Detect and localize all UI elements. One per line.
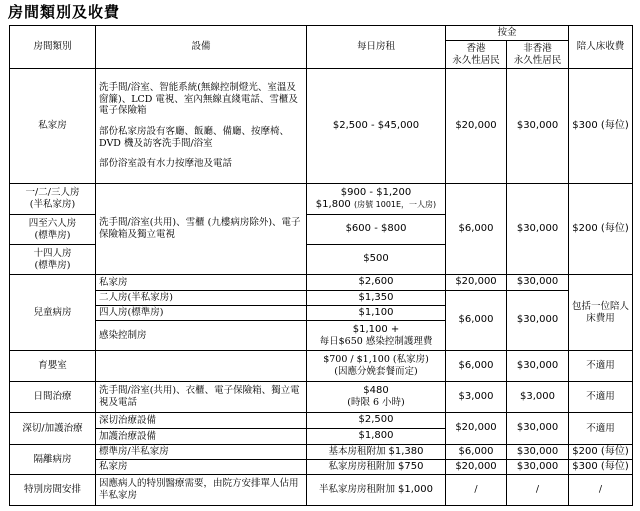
paed-companion: 包括一位陪人床費用 bbox=[569, 275, 633, 351]
semi-private-rate-2: $1,800 bbox=[315, 199, 351, 210]
header-non-hk-line1: 非香港 bbox=[523, 42, 552, 54]
paed-facility-3: 四人房(標準房) bbox=[96, 306, 307, 321]
paed-facility-4: 感染控制房 bbox=[96, 321, 307, 351]
page-title: 房間類別及收費 bbox=[8, 3, 121, 21]
paed-deposit-hk-1: $20,000 bbox=[446, 275, 507, 291]
semi-private-type bbox=[10, 184, 96, 215]
private-deposit-non: $30,000 bbox=[507, 69, 569, 184]
table-row bbox=[10, 275, 633, 291]
header-daily-rate: 每日房租 bbox=[307, 26, 446, 69]
table-row bbox=[10, 382, 633, 413]
paed-rate-4-note: 每日$650 感染控制護理費 bbox=[319, 335, 433, 347]
header-hk-resident bbox=[446, 41, 507, 69]
table-row bbox=[10, 413, 633, 429]
header-row bbox=[10, 26, 633, 41]
ward-deposit-non: $30,000 bbox=[507, 184, 569, 275]
semi-private-sub: (半私家房) bbox=[29, 199, 76, 210]
four-six-rate: $600 - $800 bbox=[307, 215, 446, 245]
special-deposit-hk: / bbox=[446, 475, 507, 506]
nursery-rate-value: $700 / $1,100 (私家房) bbox=[323, 354, 429, 366]
paed-rate-2: $1,350 bbox=[307, 291, 446, 306]
table-row bbox=[10, 475, 633, 506]
isolation-deposit-hk-1: $6,000 bbox=[446, 445, 507, 460]
table-row bbox=[10, 351, 633, 382]
table-row bbox=[10, 184, 633, 215]
isolation-deposit-hk-2: $20,000 bbox=[446, 460, 507, 475]
special-rate-value: $1,000 bbox=[398, 483, 434, 495]
isolation-rate-1-label: 基本房租附加 bbox=[328, 445, 386, 457]
private-facility-2: 部份私家房設有客廳、飯廳、備廳、按摩椅、DVD 機及訪客洗手間/浴室 bbox=[99, 126, 290, 149]
intensive-rate-2: $1,800 bbox=[307, 429, 446, 445]
private-facility-3: 部份浴室設有水力按摩池及電話 bbox=[99, 158, 233, 170]
four-six-sub: (標準房) bbox=[34, 229, 71, 241]
daycare-rate-value: $480 bbox=[363, 385, 389, 397]
table-row bbox=[10, 69, 633, 184]
private-deposit-hk: $20,000 bbox=[446, 69, 507, 184]
intensive-facility-1: 深切治療設備 bbox=[96, 413, 307, 429]
ward-facilities: 洗手間/浴室(共用)、雪櫃 (九樓病房除外)、電子保險箱及獨立電視 bbox=[96, 184, 307, 275]
semi-private-label: 一/二/三人房 bbox=[25, 187, 80, 199]
room-fee-table bbox=[9, 25, 633, 506]
header-deposit: 按金 bbox=[446, 26, 569, 41]
special-rate bbox=[307, 475, 446, 506]
four-six-type bbox=[10, 215, 96, 245]
isolation-rate-1-value: $1,380 bbox=[388, 445, 424, 457]
intensive-deposit-hk: $20,000 bbox=[446, 413, 507, 445]
intensive-deposit-non: $30,000 bbox=[507, 413, 569, 445]
isolation-companion-2: $300 (每位) bbox=[569, 460, 633, 475]
daycare-type: 日間治療 bbox=[10, 382, 96, 413]
table-row bbox=[10, 445, 633, 460]
paed-rate-3: $1,100 bbox=[307, 306, 446, 321]
intensive-rate-1: $2,500 bbox=[307, 413, 446, 429]
paed-rate-1: $2,600 bbox=[307, 275, 446, 291]
semi-private-rate-2-line bbox=[310, 199, 442, 211]
ward-deposit-hk: $6,000 bbox=[446, 184, 507, 275]
isolation-deposit-non-1: $30,000 bbox=[507, 445, 569, 460]
nursery-deposit-non: $30,000 bbox=[507, 351, 569, 382]
header-hk-line1: 香港 bbox=[466, 42, 486, 54]
daycare-rate-note: (時限 6 小時) bbox=[347, 397, 405, 409]
special-deposit-non: / bbox=[507, 475, 569, 506]
fourteen-rate: $500 bbox=[307, 245, 446, 275]
fourteen-sub: (標準房) bbox=[34, 259, 71, 271]
table-row bbox=[10, 460, 633, 475]
special-facilities: 因應病人的特別醫療需要，由院方安排單人佔用半私家房 bbox=[96, 475, 307, 506]
private-rate: $2,500 - $45,000 bbox=[307, 69, 446, 184]
special-type: 特別房間安排 bbox=[10, 475, 96, 506]
paed-deposit-non: $30,000 bbox=[507, 291, 569, 351]
semi-private-rate-2-note: (房號 1001E，一人房) bbox=[353, 200, 437, 209]
daycare-facilities: 洗手間/浴室(共用)、衣櫃、電子保險箱、獨立電視及電話 bbox=[96, 382, 307, 413]
isolation-rate-2 bbox=[307, 460, 446, 475]
daycare-deposit-hk: $3,000 bbox=[446, 382, 507, 413]
paed-rate-4-value: $1,100 + bbox=[352, 323, 400, 335]
paed-deposit-non-1: $30,000 bbox=[507, 275, 569, 291]
isolation-type: 隔離病房 bbox=[10, 445, 96, 475]
daycare-rate bbox=[307, 382, 446, 413]
private-facilities bbox=[96, 69, 307, 184]
intensive-type: 深切/加護治療 bbox=[10, 413, 96, 445]
paed-type: 兒童病房 bbox=[10, 275, 96, 351]
isolation-facility-1: 標準房/半私家房 bbox=[96, 445, 307, 460]
header-room-type: 房間類別 bbox=[10, 26, 96, 69]
intensive-companion: 不適用 bbox=[569, 413, 633, 445]
nursery-rate bbox=[307, 351, 446, 382]
isolation-facility-2: 私家房 bbox=[96, 460, 307, 475]
header-non-hk-line2: 永久性居民 bbox=[513, 54, 562, 66]
private-companion: $300 (每位) bbox=[569, 69, 633, 184]
intensive-facility-2: 加護治療設備 bbox=[96, 429, 307, 445]
paed-rate-4 bbox=[307, 321, 446, 351]
header-facilities: 設備 bbox=[96, 26, 307, 69]
nursery-companion: 不適用 bbox=[569, 351, 633, 382]
fourteen-label: 十四人房 bbox=[33, 247, 72, 259]
paed-deposit-hk: $6,000 bbox=[446, 291, 507, 351]
isolation-companion-1: $200 (每位) bbox=[569, 445, 633, 460]
ward-companion: $200 (每位) bbox=[569, 184, 633, 275]
private-facility-1: 洗手間/浴室、智能系統(無線控制燈光、室溫及窗簾)、LCD 電視、室內無線直綫電話、雪櫃及電子保險箱 bbox=[99, 82, 298, 117]
special-companion: / bbox=[569, 475, 633, 506]
fourteen-type bbox=[10, 245, 96, 275]
header-companion-fee: 陪人床收費 bbox=[569, 26, 633, 69]
isolation-rate-1 bbox=[307, 445, 446, 460]
header-non-hk-resident bbox=[507, 41, 569, 69]
paed-facility-2: 二人房(半私家房) bbox=[96, 291, 307, 306]
isolation-rate-2-label: 私家房房租附加 bbox=[328, 460, 396, 472]
header-hk-line2: 永久性居民 bbox=[452, 54, 500, 66]
nursery-rate-note: (因應分娩套餐而定) bbox=[334, 366, 418, 377]
private-room-type: 私家房 bbox=[10, 69, 96, 184]
daycare-deposit-non: $3,000 bbox=[507, 382, 569, 413]
special-rate-label: 半私家房房租附加 bbox=[318, 483, 395, 495]
nursery-type: 育嬰室 bbox=[10, 351, 96, 382]
daycare-companion: 不適用 bbox=[569, 382, 633, 413]
paed-facility-1: 私家房 bbox=[96, 275, 307, 291]
semi-private-rate-1: $900 - $1,200 bbox=[340, 186, 412, 198]
nursery-deposit-hk: $6,000 bbox=[446, 351, 507, 382]
four-six-label: 四至六人房 bbox=[28, 217, 77, 229]
nursery-facilities bbox=[96, 351, 307, 382]
isolation-rate-2-value: $750 bbox=[398, 460, 424, 472]
table-row bbox=[10, 291, 633, 306]
semi-private-rate bbox=[307, 184, 446, 215]
isolation-deposit-non-2: $30,000 bbox=[507, 460, 569, 475]
